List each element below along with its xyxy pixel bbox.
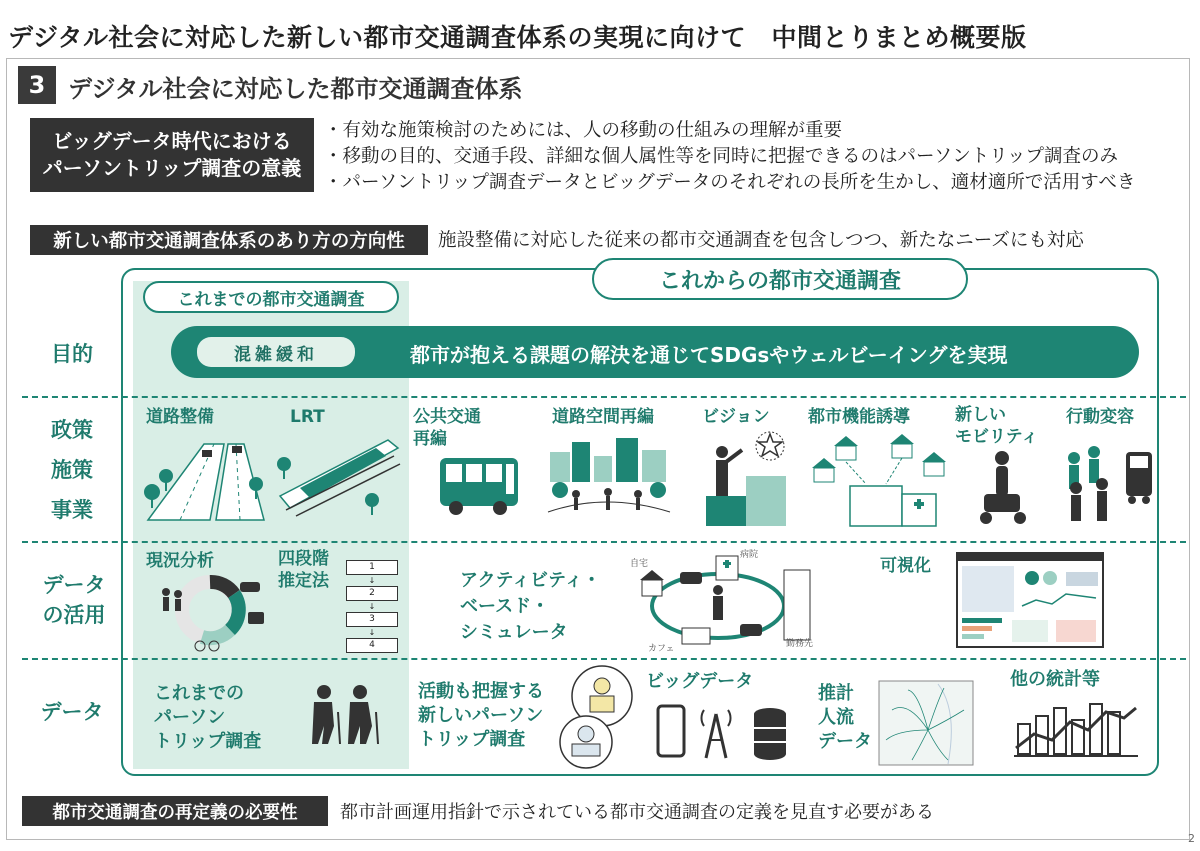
statistics-chart-icon — [1012, 694, 1140, 758]
row-divider — [22, 541, 1186, 543]
row-label-purpose: 目的 — [51, 342, 93, 366]
page-title: デジタル社会に対応した新しい都市交通調査体系の実現に向けて 中間とりまとめ概要版 — [8, 23, 1027, 52]
flow-data-label: 推計 人流 データ — [818, 683, 872, 752]
bigdata-label: ビッグデータ — [646, 671, 754, 692]
bigdata-icons — [654, 700, 794, 764]
row-label-data: データ — [40, 700, 104, 724]
policy-mobility-label: 新しい モビリティ — [955, 405, 1039, 447]
elderly-couple-icon — [302, 684, 384, 746]
bigdata-bullets — [324, 118, 1135, 196]
future-survey-title: これからの都市交通調査 — [592, 258, 968, 300]
step-box: 1 — [346, 560, 398, 575]
abm-label: アクティビティ・ ベースド・ シミュレータ — [460, 570, 601, 643]
new-pt-survey-label: 活動も把握する 新しいパーソン トリップ調査 — [418, 681, 544, 750]
section-number: 3 — [18, 66, 56, 104]
place-hospital-label: 病院 — [740, 550, 759, 560]
people-flow-map-icon — [878, 680, 974, 766]
step-box: 4 — [346, 638, 398, 653]
visualization-label: 可視化 — [880, 556, 931, 576]
four-step-diagram: 1 ↓ 2 ↓ 3 ↓ 4 — [346, 560, 398, 653]
bullet-item: ・有効な施策検討のためには、人の移動の仕組みの理解が重要 — [324, 120, 843, 141]
policy-street-label: 道路空間再編 — [552, 407, 654, 427]
place-cafe-label: カフェ — [648, 644, 675, 654]
direction-text: 施設整備に対応した従来の都市交通調査を包含しつつ、新たなニーズにも対応 — [438, 230, 1084, 251]
survey-respondents-icon — [558, 664, 636, 772]
current-analysis-label: 現況分析 — [146, 551, 214, 571]
future-purpose-text: 都市が抱える課題の解決を通じてSDGsやウェルビーイングを実現 — [410, 343, 1008, 367]
analysis-donut-chart-icon — [150, 572, 270, 654]
bus-icon — [438, 456, 522, 518]
past-survey-title: これまでの都市交通調査 — [143, 281, 399, 313]
lrt-icon — [276, 436, 400, 518]
direction-label: 新しい都市交通調査体系のあり方の方向性 — [30, 225, 428, 255]
row-label-policy: 政策 施策 事業 — [51, 418, 93, 522]
row-divider — [22, 658, 1186, 660]
street-icon — [546, 432, 672, 524]
section-title: デジタル社会に対応した都市交通調査体系 — [68, 75, 523, 103]
past-pt-survey-label: これまでの パーソン トリップ調査 — [154, 683, 262, 752]
bullet-item: ・移動の目的、交通手段、詳細な個人属性等を同時に把握できるのはパーソントリップ調査のみ — [324, 146, 1119, 167]
place-office-label: 勤務先 — [786, 639, 814, 649]
step-box: 2 — [346, 586, 398, 601]
other-stats-label: 他の統計等 — [1010, 669, 1100, 690]
policy-behavior-label: 行動変容 — [1066, 407, 1134, 427]
step-box: 3 — [346, 612, 398, 627]
dashboard-icon — [956, 552, 1104, 648]
four-step-label: 四段階 推定法 — [278, 549, 329, 591]
policy-road-label: 道路整備 — [146, 407, 214, 427]
redefinition-text: 都市計画運用指針で示されている都市交通調査の定義を見直す必要がある — [340, 802, 934, 823]
row-divider — [22, 396, 1186, 398]
vision-icon — [700, 432, 790, 528]
bullet-item: ・パーソントリップ調査データとビッグデータのそれぞれの長所を生かし、適材適所で活用すべき — [324, 172, 1136, 193]
road-icon — [140, 436, 268, 524]
policy-vision-label: ビジョン — [702, 407, 770, 427]
policy-lrt-label: LRT — [290, 407, 325, 427]
past-purpose-badge: 混雑緩和 — [197, 337, 355, 367]
bigdata-significance-label: ビッグデータ時代における パーソントリップ調査の意義 — [30, 118, 314, 192]
policy-transit-label: 公共交通 再編 — [413, 407, 481, 449]
policy-urban-label: 都市機能誘導 — [808, 407, 910, 427]
behavior-change-icon — [1056, 444, 1156, 528]
redefinition-label: 都市交通調査の再定義の必要性 — [22, 796, 328, 826]
place-home-label: 自宅 — [630, 559, 649, 569]
urban-function-icon — [810, 432, 950, 528]
row-label-data-use: データ の活用 — [42, 573, 106, 627]
page-number: 2 — [1188, 832, 1195, 845]
mobility-icon — [972, 450, 1032, 526]
